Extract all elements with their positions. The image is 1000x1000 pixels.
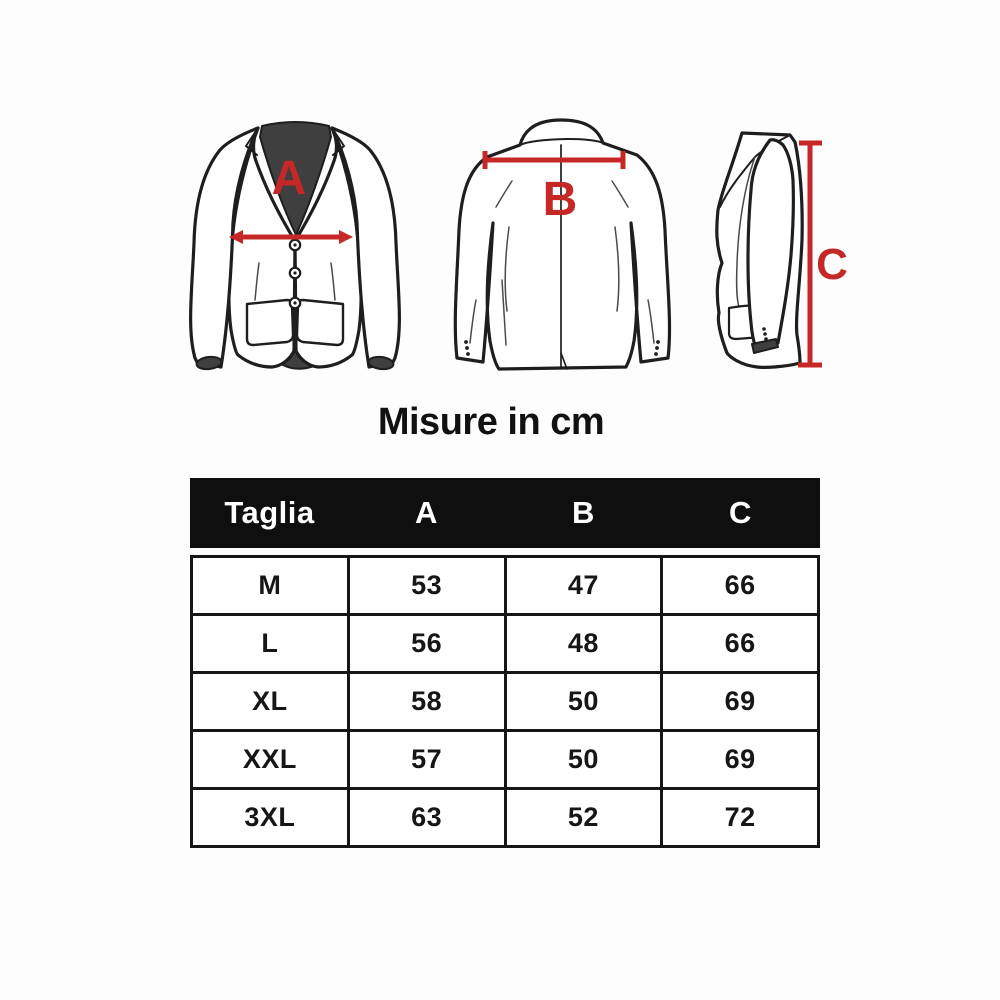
table-row bbox=[192, 615, 819, 673]
value-cell-b: 50 bbox=[505, 731, 662, 789]
value-cell-c: 66 bbox=[662, 557, 819, 615]
size-table bbox=[190, 478, 820, 848]
value-cell-a: 58 bbox=[348, 673, 505, 731]
size-cell: L bbox=[192, 615, 349, 673]
table-row bbox=[192, 557, 819, 615]
value-cell-c: 69 bbox=[662, 673, 819, 731]
table-row bbox=[192, 731, 819, 789]
measurement-label-a: A bbox=[271, 152, 307, 205]
size-cell: XL bbox=[192, 673, 349, 731]
table-row bbox=[192, 673, 819, 731]
value-cell-c: 66 bbox=[662, 615, 819, 673]
measurement-label-b: B bbox=[542, 173, 578, 226]
size-cell: 3XL bbox=[192, 789, 349, 847]
measurement-label-c: C bbox=[816, 240, 848, 289]
value-cell-b: 52 bbox=[505, 789, 662, 847]
value-cell-a: 57 bbox=[348, 731, 505, 789]
size-table-body bbox=[190, 555, 820, 848]
value-cell-b: 48 bbox=[505, 615, 662, 673]
value-cell-c: 72 bbox=[662, 789, 819, 847]
jacket-measurement-diagram bbox=[0, 95, 1000, 390]
jacket-side-view-illustration bbox=[717, 133, 848, 367]
header-c: C bbox=[729, 495, 752, 530]
value-cell-c: 69 bbox=[662, 731, 819, 789]
value-cell-a: 63 bbox=[348, 789, 505, 847]
header-b: B bbox=[572, 495, 595, 530]
jacket-front-view-illustration bbox=[191, 122, 400, 370]
size-cell: M bbox=[192, 557, 349, 615]
value-cell-b: 50 bbox=[505, 673, 662, 731]
value-cell-b: 47 bbox=[505, 557, 662, 615]
table-row bbox=[192, 789, 819, 847]
header-a: A bbox=[415, 495, 438, 530]
value-cell-a: 53 bbox=[348, 557, 505, 615]
jacket-back-view-illustration bbox=[455, 120, 669, 369]
size-table-header bbox=[190, 478, 820, 548]
header-taglia: Taglia bbox=[224, 495, 315, 530]
size-cell: XXL bbox=[192, 731, 349, 789]
page-title: Misure in cm bbox=[377, 401, 605, 443]
value-cell-a: 56 bbox=[348, 615, 505, 673]
